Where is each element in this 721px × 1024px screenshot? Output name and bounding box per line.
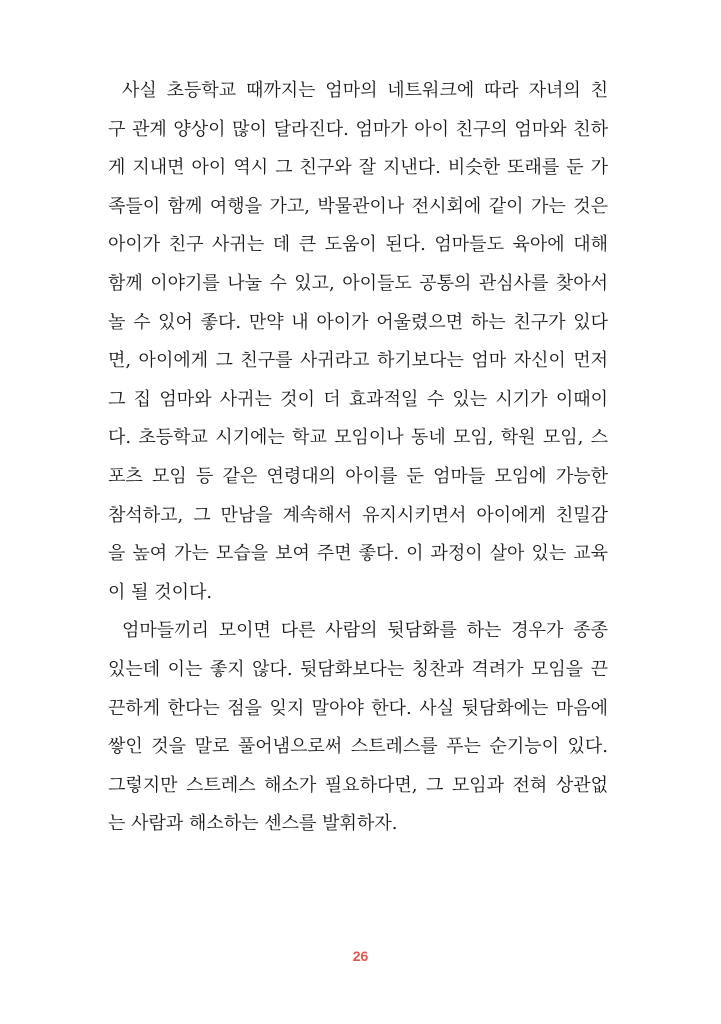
text-line: 이 될 것이다. (108, 581, 213, 603)
text-line: 족들이 함께 여행을 가고, 박물관이나 전시회에 같이 가는 것은 (108, 195, 608, 217)
text-line: 게 지내면 아이 역시 그 친구와 잘 지낸다. 비슷한 또래를 둔 가 (108, 157, 608, 179)
paragraph-1 (108, 72, 608, 612)
text-line: 포츠 모임 등 같은 연령대의 아이를 둔 엄마들 모임에 가능한 (108, 465, 608, 487)
text-line: 구 관계 양상이 많이 달라진다. 엄마가 아이 친구의 엄마와 친하 (108, 118, 608, 140)
text-line: 아이가 친구 사귀는 데 큰 도움이 된다. 엄마들도 육아에 대해 (108, 234, 608, 256)
text-line: 사실 초등학교 때까지는 엄마의 네트워크에 따라 자녀의 친 (122, 80, 608, 101)
body-text (108, 72, 608, 844)
text-line: 놀 수 있어 좋다. 만약 내 아이가 어울렸으면 하는 친구가 있다 (108, 311, 608, 333)
text-line: 엄마들끼리 모이면 다른 사람의 뒷담화를 하는 경우가 종종 (122, 620, 608, 642)
text-line: 그 집 엄마와 사귀는 것이 더 효과적일 수 있는 시기가 이때이 (108, 388, 608, 410)
page-number: 26 (352, 948, 369, 964)
text-line: 참석하고, 그 만남을 계속해서 유지시키면서 아이에게 친밀감 (108, 504, 608, 526)
text-line: 는 사람과 해소하는 센스를 발휘하자. (108, 813, 398, 835)
text-line: 쌓인 것을 말로 풀어냄으로써 스트레스를 푸는 순기능이 있다. (108, 736, 608, 758)
text-line: 면, 아이에게 그 친구를 사귀라고 하기보다는 엄마 자신이 먼저 (108, 350, 608, 372)
text-line: 그렇지만 스트레스 해소가 필요하다면, 그 모임과 전혀 상관없 (108, 774, 608, 796)
text-line: 을 높여 가는 모습을 보여 주면 좋다. 이 과정이 살아 있는 교육 (108, 543, 608, 565)
text-line: 다. 초등학교 시기에는 학교 모임이나 동네 모임, 학원 모임, 스 (108, 427, 608, 449)
text-line: 끈하게 한다는 점을 잊지 말아야 한다. 사실 뒷담화에는 마음에 (108, 697, 608, 719)
paragraph-2 (108, 612, 608, 844)
text-line: 있는데 이는 좋지 않다. 뒷담화보다는 칭찬과 격려가 모임을 끈 (108, 658, 608, 680)
text-line: 함께 이야기를 나눌 수 있고, 아이들도 공통의 관심사를 찾아서 (108, 272, 608, 294)
